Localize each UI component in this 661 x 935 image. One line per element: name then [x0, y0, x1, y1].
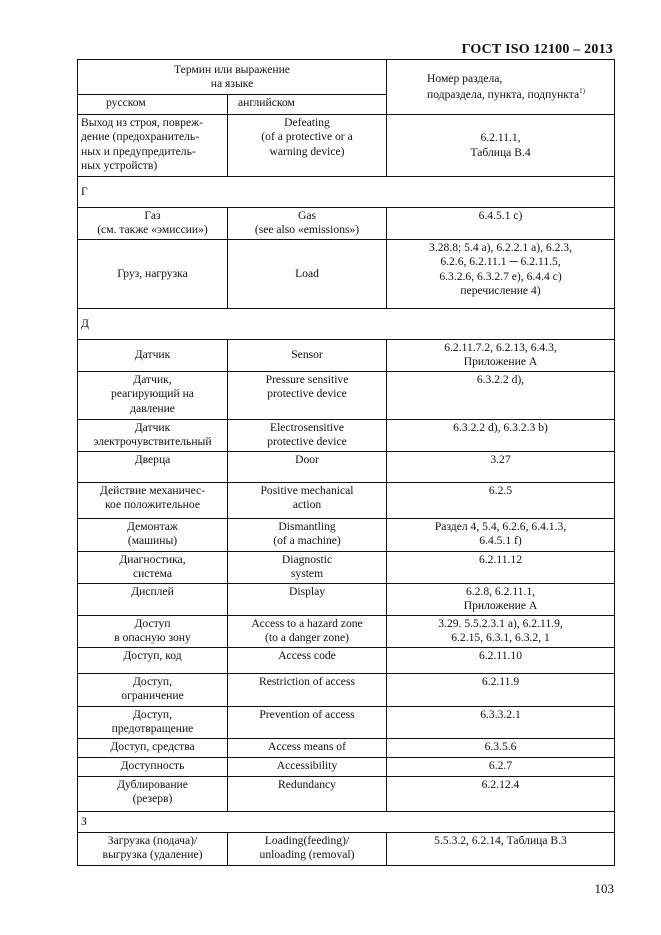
table-row	[78, 776, 615, 811]
term-ru: Датчик	[78, 339, 228, 371]
term-en: Redundancy	[228, 776, 387, 811]
section-ref: 6.2.5	[387, 482, 615, 518]
term-ru: Выход из строя, повреж- дение (предохранитель- ных и предупредитель- ных устройств)	[78, 115, 228, 177]
term-ru: Груз, нагрузка	[78, 239, 228, 308]
terms-table	[77, 59, 615, 866]
section-ref: 6.2.7	[387, 757, 615, 776]
section-ref: 5.5.3.2, 6.2.14, Таблица B.3	[387, 832, 615, 865]
page-number: 103	[594, 881, 614, 896]
section-header	[387, 60, 615, 115]
table-row	[78, 757, 615, 776]
table-row	[78, 673, 615, 706]
term-ru: Доступ, ограничение	[78, 673, 228, 706]
term-en: Prevention of access	[228, 706, 387, 738]
term-ru: Дублирование (резерв)	[78, 776, 228, 811]
term-en: Gas (see also «emissions»)	[228, 208, 387, 240]
table-row	[78, 371, 615, 419]
table-row	[78, 832, 615, 865]
term-en: Display	[228, 583, 387, 615]
section-ref: 6.2.11.1, Таблица B.4	[387, 115, 615, 177]
letter-heading: Д	[78, 308, 615, 339]
term-ru: Доступ, предотвращение	[78, 706, 228, 738]
term-ru: Действие механичес- кое положительное	[78, 482, 228, 518]
letter-row	[78, 811, 615, 832]
term-ru: Доступ, код	[78, 647, 228, 673]
table-row	[78, 647, 615, 673]
letter-heading: З	[78, 811, 615, 832]
table-row	[78, 339, 615, 371]
term-ru: Датчик, реагирующий на давление	[78, 371, 228, 419]
table-row	[78, 239, 615, 308]
term-en: Pressure sensitive protective device	[228, 371, 387, 419]
section-footnote: 1)	[579, 86, 585, 95]
section-ref: 6.3.3.2.1	[387, 706, 615, 738]
term-en: Access means of	[228, 738, 387, 757]
term-en: Diagnostic system	[228, 551, 387, 583]
section-ref: 6.2.11.7.2, 6.2.13, 6.4.3, Приложение А	[387, 339, 615, 371]
section-ref: 6.3.2.2 d), 6.3.2.3 b)	[387, 419, 615, 451]
section-ref: 6.2.11.12	[387, 551, 615, 583]
document-title: ГОСТ ISO 12100 – 2013	[461, 42, 613, 57]
section-ref: 3.29. 5.5.2.3.1 а), 6.2.11.9, 6.2.15, 6.3.1, 6.3.2, 1	[387, 615, 615, 647]
table-row	[78, 518, 615, 551]
term-en: Defeating (of a protective or a warning device)	[228, 115, 387, 177]
term-ru: Доступ в опасную зону	[78, 615, 228, 647]
term-en: Electrosensitive protective device	[228, 419, 387, 451]
section-header-label: Номер раздела, подраздела, пункта, подпункта	[427, 72, 580, 101]
term-ru: Доступ, средства	[78, 738, 228, 757]
term-en: Loading(feeding)/ unloading (removal)	[228, 832, 387, 865]
term-en: Sensor	[228, 339, 387, 371]
term-ru: Загрузка (подача)/ выгрузка (удаление)	[78, 832, 228, 865]
table-row	[78, 482, 615, 518]
term-ru: Газ (см. также «эмиссии»)	[78, 208, 228, 240]
section-ref: 6.3.5.6	[387, 738, 615, 757]
terms-header: Термин или выражение на языке	[78, 60, 387, 95]
letter-heading: Г	[78, 177, 615, 208]
term-ru: Демонтаж (машины)	[78, 518, 228, 551]
section-ref: 6.4.5.1 с)	[387, 208, 615, 240]
table-row	[78, 615, 615, 647]
term-ru: Дисплей	[78, 583, 228, 615]
term-en: Access code	[228, 647, 387, 673]
term-en: Load	[228, 239, 387, 308]
section-ref: Раздел 4, 5.4, 6.2.6, 6.4.1.3, 6.4.5.1 f)	[387, 518, 615, 551]
table-row	[78, 419, 615, 451]
term-ru: Диагностика, система	[78, 551, 228, 583]
table-row	[78, 115, 615, 177]
russian-header: русском	[78, 95, 228, 115]
term-ru: Доступность	[78, 757, 228, 776]
section-ref: 6.3.2.2 d),	[387, 371, 615, 419]
section-ref: 6.2.8, 6.2.11.1, Приложение А	[387, 583, 615, 615]
term-ru: Датчик электрочувствительный	[78, 419, 228, 451]
table-body	[78, 115, 615, 866]
term-en: Restriction of access	[228, 673, 387, 706]
table-row	[78, 551, 615, 583]
term-en: Door	[228, 451, 387, 482]
section-ref: 6.2.11.9	[387, 673, 615, 706]
term-en: Positive mechanical action	[228, 482, 387, 518]
table-row	[78, 706, 615, 738]
section-ref: 6.2.11.10	[387, 647, 615, 673]
table-row	[78, 583, 615, 615]
letter-row	[78, 308, 615, 339]
letter-row	[78, 177, 615, 208]
term-en: Access to a hazard zone (to a danger zone)	[228, 615, 387, 647]
table-row	[78, 451, 615, 482]
table-row	[78, 738, 615, 757]
term-ru: Дверца	[78, 451, 228, 482]
table-row	[78, 208, 615, 240]
english-header: английском	[228, 95, 387, 115]
section-ref: 3.28.8; 5.4 а), 6.2.2.1 а), 6.2.3, 6.2.6, 6.2.11.1 ─ 6.2.11.5, 6.3.2.6, 6.3.2.7 е), 6.4.4 с) перечисление 4)	[387, 239, 615, 308]
term-en: Dismantling (of a machine)	[228, 518, 387, 551]
term-en: Accessibility	[228, 757, 387, 776]
section-ref: 3.27	[387, 451, 615, 482]
section-ref: 6.2.12.4	[387, 776, 615, 811]
